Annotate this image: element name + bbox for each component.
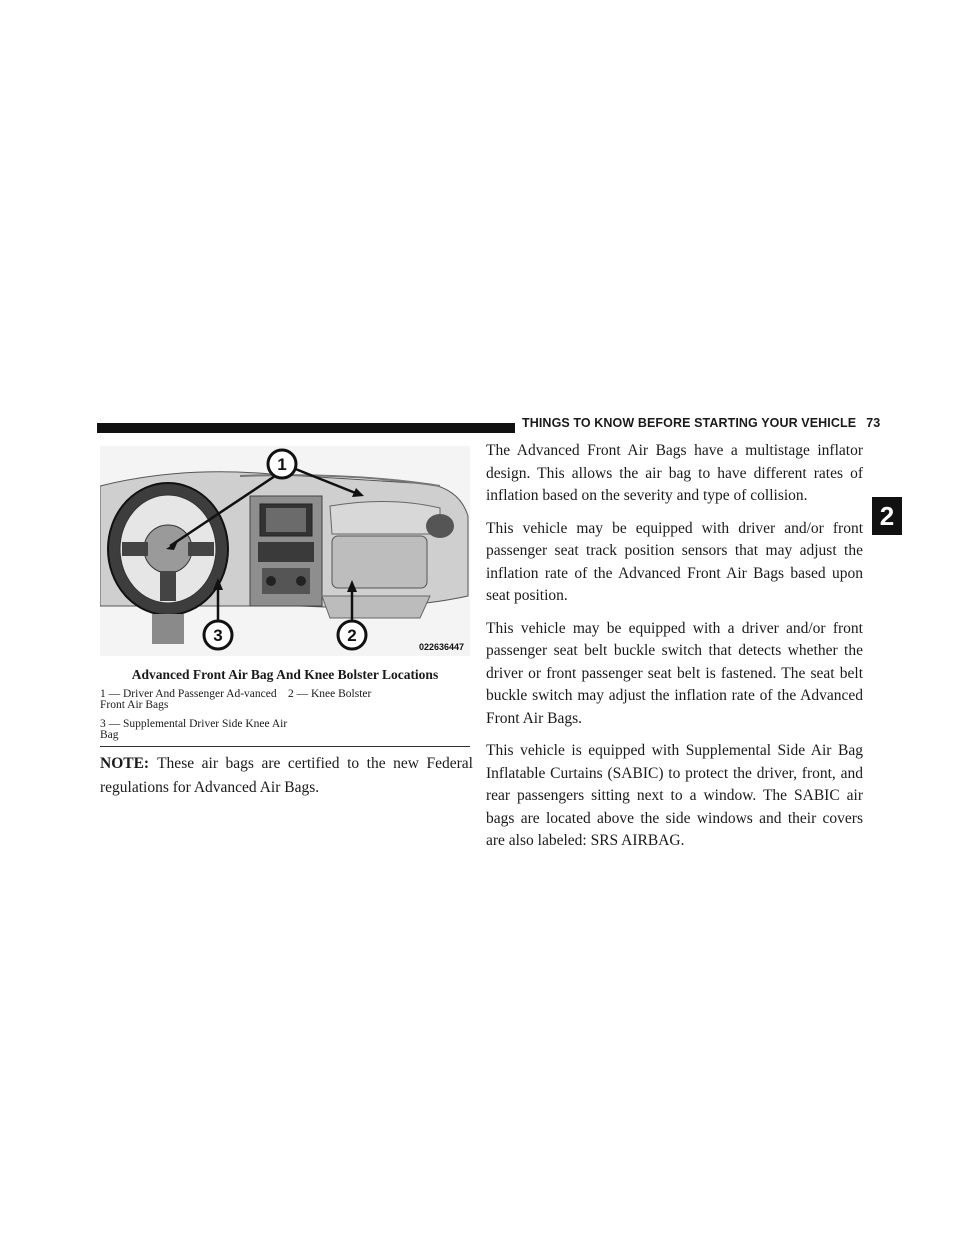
paragraph-seat-track-sensors: This vehicle may be equipped with driver and/or front passenger seat track position sensors that may adjust the inflation rate of the Advanced Front Air Bags based upon seat position. [486,519,863,604]
callout-3: 3 [213,626,223,645]
figure-code: 022636447 [418,642,464,652]
legend-item-3: 3 — Supplemental Driver Side Knee Air Bag [100,718,288,741]
legend-item-2: 2 — Knee Bolster [288,688,372,700]
paragraph-seat-belt-switch: This vehicle may be equipped with a driver and/or front passenger seat belt buckle switch that detects whether the driver or front passenger seat belt is fastened. The seat belt buckle switch may adjust the inflation rate of the Advanced Front Air Bags. [486,619,863,727]
legend-item-1: 1 — Driver And Passenger Ad-vanced Front Air Bags [100,688,277,711]
paragraph-sabic: This vehicle is equipped with Supplemental Side Air Bag Inflatable Curtains (SABIC) to protect the driver, front, and rear passengers sitting next to a window. The SABIC air bags are located above the side windows and their covers are also labeled: SRS AIRBAG. [486,742,863,849]
callout-2: 2 [347,626,357,645]
callout-1: 1 [277,455,287,474]
note-label: NOTE: [100,755,150,772]
figure-caption: Advanced Front Air Bag And Knee Bolster Locations [131,667,439,682]
note-text: These air bags are certified to the new Federal regulations for Advanced Air Bags. [100,755,473,796]
note-block [100,752,473,800]
header-rule [97,423,515,433]
airbag-figure [100,446,470,656]
chapter-tab: 2 [872,497,902,535]
page-number: 73 [866,416,881,430]
running-header [522,416,880,430]
figure-divider [100,746,470,747]
body-text-column [486,440,863,863]
paragraph-multistage-inflator: The Advanced Front Air Bags have a multistage inflator design. This allows the air bag to have different rates of inflation based on the severity and type of collision. [486,442,863,504]
dashboard-illustration [100,446,470,656]
header-title: THINGS TO KNOW BEFORE STARTING YOUR VEHICLE [522,416,857,430]
